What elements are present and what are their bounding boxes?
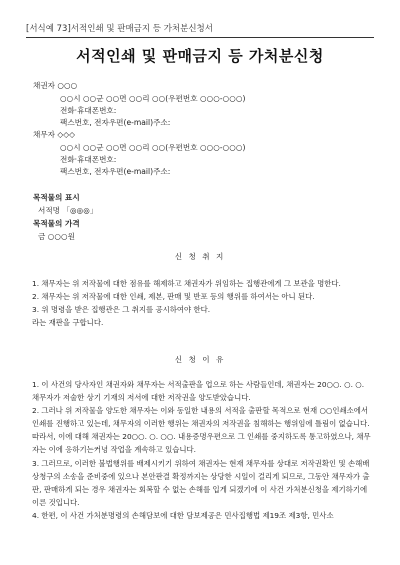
creditor-label: 채권자 ○○○ [33, 81, 78, 90]
purpose-item: 2. 채무자는 위 저작물에 대한 인쇄, 제본, 판매 및 반포 등의 행위를 하여서는 아니 된다. [32, 292, 315, 302]
purpose-item: 3. 위 명령을 받은 집행관은 그 취지를 공시하여야 한다. [32, 305, 211, 315]
creditor-fax-email: 팩스번호, 전자우편(e-mail)주소: [60, 118, 171, 127]
purpose-item: 라는 재판을 구합니다. [32, 318, 104, 328]
reason-item: 4. 한편, 이 사건 가처분명령의 손해담보에 대한 담보제공은 민사집행법 제19조 제3항, 민사소 [32, 510, 334, 520]
form-number: [서식예 73]서적인쇄 및 판매금지 등 가처분신청서 [26, 22, 374, 38]
reason-item: 2. 그러나 위 저작물을 양도한 채무자는 이와 동일한 내용의 서적을 출판할 목적으로 현재 ○○인쇄소에서 인쇄를 진행하고 있는데, 채무자의 이러한 행위는 채권자의 저작권을 침해하는 행위임에 틀림이 없습니다. 따라서, 이에 대해 채권자는 20○○. ○. ○○. 내용증명우편으로 그 인쇄를 중지하도록 통고하였으나, 채무자는 이에 응하기는커녕 작업을 계속하고 있습니다. [32, 406, 371, 455]
object-label: 목적물의 표시 [33, 193, 80, 202]
purpose-heading: 신 청 취 지 [174, 252, 226, 261]
purpose-section [32, 277, 372, 329]
object-price-label: 목적물의 가격 [33, 219, 80, 228]
creditor-phone: 전화·휴대폰번호: [60, 106, 117, 115]
object-value: 서적명 「◎◎◎」 [38, 206, 98, 215]
reasons-heading: 신 청 이 유 [174, 355, 226, 364]
reasons-section [32, 378, 372, 522]
object-price-value: 금 ○○○원 [38, 232, 75, 241]
creditor-address: ○○시 ○○군 ○○면 ○○리 ○○(우편번호 ○○○-○○○) [60, 94, 246, 103]
document-title: 서적인쇄 및 판매금지 등 가처분신청 [76, 47, 324, 65]
reason-item: 1. 이 사건의 당사자인 채권자와 채무자는 서적출판을 업으로 하는 사람들인데, 채권자는 20○○. ○. ○. 채무자가 저술한 상기 기재의 저서에 대한 저작권을 양도받았습니다. [32, 380, 365, 403]
reason-item: 3. 그러므로, 이러한 불법행위를 배제시키기 위하여 채권자는 현재 채무자를 상대로 저작권확인 및 손해배상청구의 소송을 준비중에 있으나 본안판결 확정까지는 상당한 시일이 걸리게 되므로, 그동안 채무자가 출판, 판매하게 되는 경우 채권자는 회복할 수 없는 손해를 입게 되겠기에 이 사건 가처분신청을 제기하기에 이른 것입니다. [32, 458, 370, 507]
debtor-fax-email: 팩스번호, 전자우편(e-mail)주소: [60, 167, 171, 176]
debtor-address: ○○시 ○○군 ○○면 ○○리 ○○(우편번호 ○○○-○○○) [60, 143, 246, 152]
debtor-phone: 전화·휴대폰번호: [60, 155, 117, 164]
purpose-item: 1. 채무자는 위 저작물에 대한 점유를 해제하고 채권자가 위임하는 집행관에게 그 보관을 명한다. [32, 279, 341, 288]
debtor-label: 채무자 ◇◇◇ [33, 130, 75, 139]
